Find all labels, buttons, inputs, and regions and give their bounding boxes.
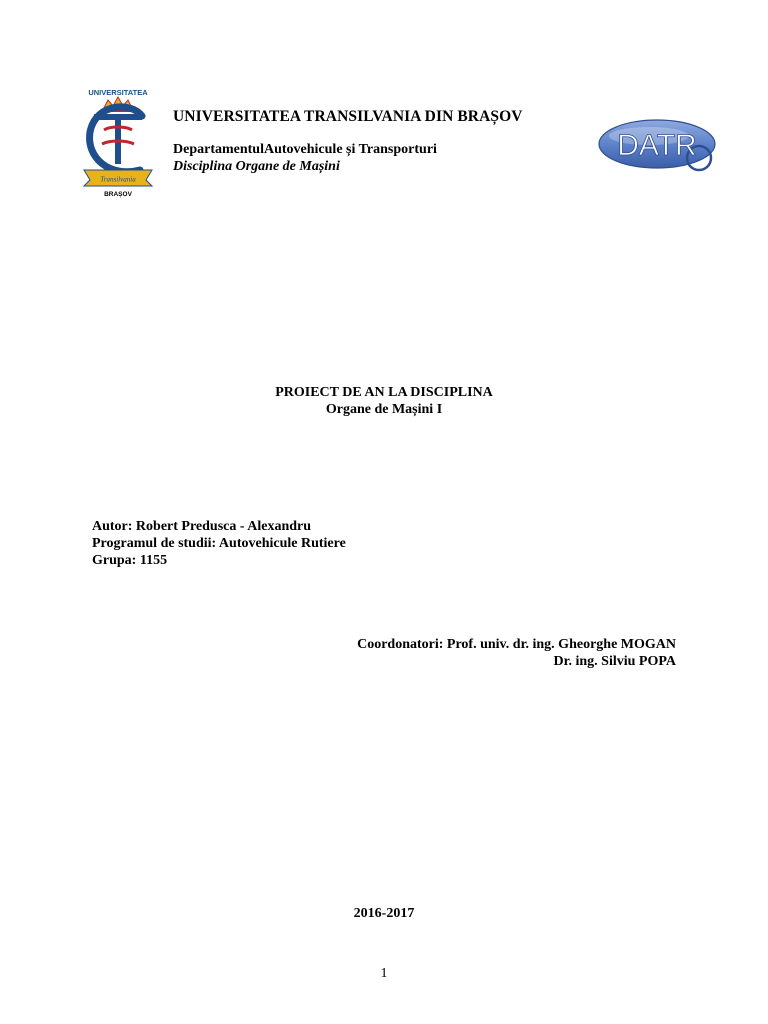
coordinator-line-1: Coordonatori: Prof. univ. dr. ing. Gheorghe MOGAN [357, 637, 676, 652]
group-line: Grupa: 1155 [92, 553, 168, 568]
datr-logo-text: DATR [617, 129, 697, 162]
academic-year: 2016-2017 [353, 906, 415, 921]
coordinator-line-2: Dr. ing. Silviu POPA [553, 654, 676, 669]
discipline-name: Disciplina Organe de Mașini [173, 159, 340, 174]
study-program-line: Programul de studii: Autovehicule Rutiere [92, 536, 346, 551]
logo-ribbon-text: Transilvania [100, 175, 136, 184]
author-line: Autor: Robert Predusca - Alexandru [92, 519, 312, 534]
datr-logo [597, 112, 723, 174]
university-logo [80, 86, 156, 198]
logo-bottom-text: BRAȘOV [104, 191, 132, 198]
university-name: UNIVERSITATEA TRANSILVANIA DIN BRAȘOV [173, 108, 523, 125]
page-number: 1 [380, 966, 388, 981]
project-title: PROIECT DE AN LA DISCIPLINA [275, 385, 493, 400]
logo-top-text: UNIVERSITATEA [88, 88, 148, 97]
department-name: DepartamentulAutovehicule și Transporturi [173, 142, 437, 157]
project-subtitle: Organe de Mașini I [325, 402, 443, 417]
